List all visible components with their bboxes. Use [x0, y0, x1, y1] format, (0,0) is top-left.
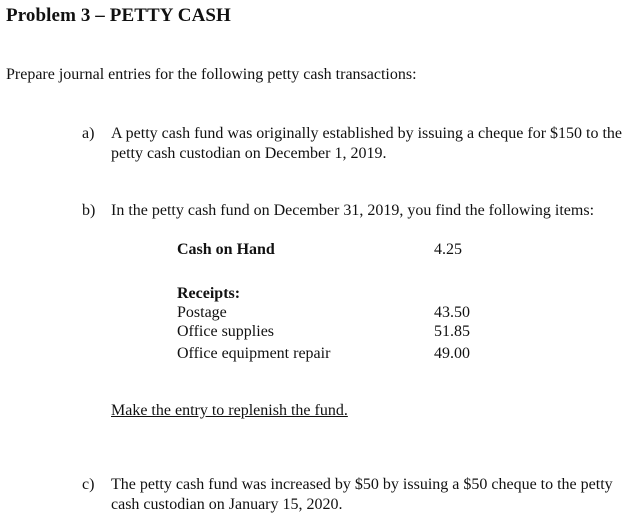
receipt-label-postage: Postage — [177, 304, 227, 321]
receipt-amount-equipment-repair: 49.00 — [434, 345, 470, 362]
list-text-c: The petty cash fund was increased by $50 by issuing a $50 cheque to the petty cash custodian on January 15, 2020. — [111, 476, 613, 513]
list-text-b: In the petty cash fund on December 31, 2019, you find the following items: — [111, 202, 595, 219]
receipt-label-equipment-repair: Office equipment repair — [177, 345, 331, 362]
list-marker-c: c) — [82, 476, 95, 493]
cash-on-hand-amount: 4.25 — [434, 241, 462, 258]
list-item-c — [82, 475, 632, 515]
cash-on-hand-label: Cash on Hand — [177, 241, 275, 258]
problem-title: Problem 3 – PETTY CASH — [6, 5, 231, 26]
list-item-b — [82, 201, 632, 221]
receipt-amount-postage: 43.50 — [434, 304, 470, 321]
receipts-heading: Receipts: — [177, 285, 241, 302]
list-item-a — [82, 124, 632, 164]
receipt-label-office-supplies: Office supplies — [177, 323, 275, 340]
list-marker-b: b) — [82, 202, 96, 219]
intro-text: Prepare journal entries for the following petty cash transactions: — [6, 66, 417, 83]
replenish-instruction: Make the entry to replenish the fund. — [111, 402, 348, 419]
list-marker-a: a) — [82, 125, 95, 142]
list-text-a: A petty cash fund was originally established by issuing a cheque for $150 to the petty cash custodian on December 1, 2019. — [111, 125, 623, 162]
receipt-amount-office-supplies: 51.85 — [434, 323, 470, 340]
